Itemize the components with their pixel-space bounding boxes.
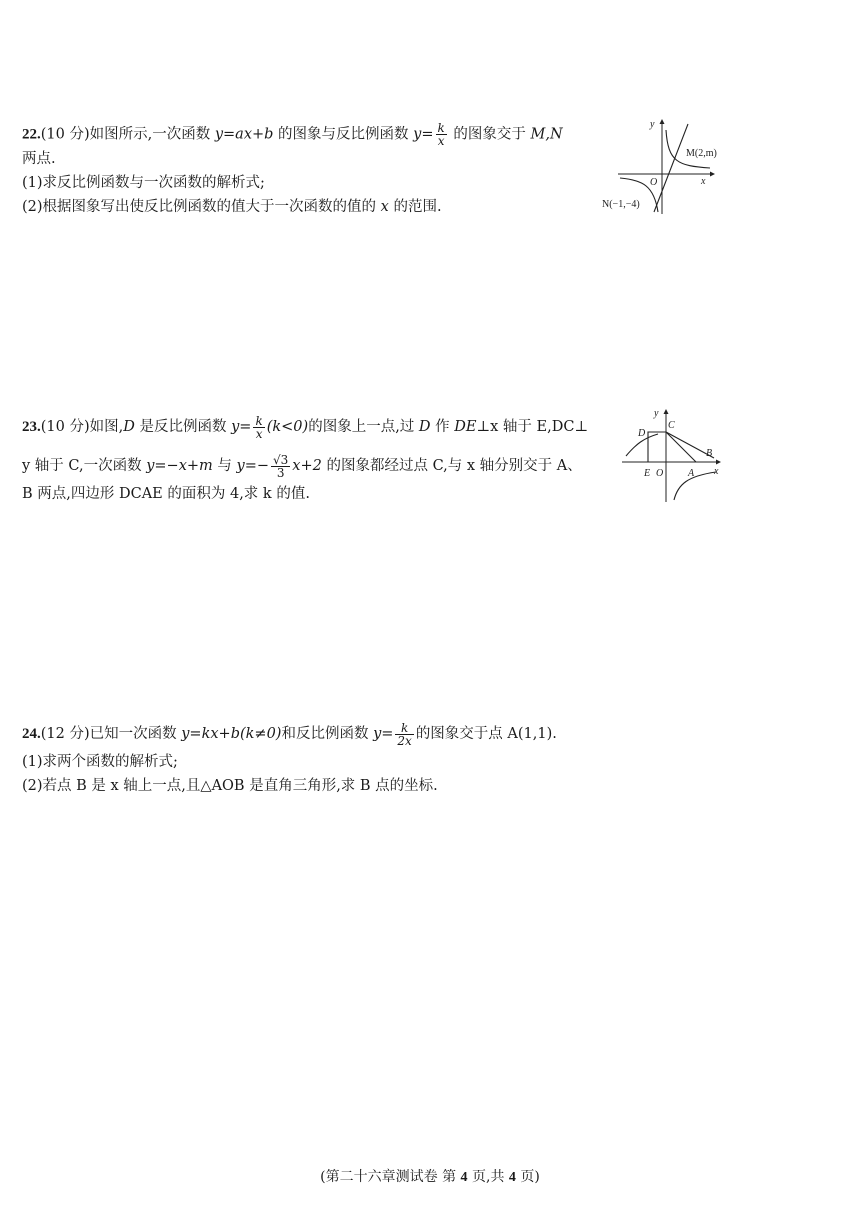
frac-denominator: 2x [397, 733, 412, 748]
q23-text: 与 [212, 458, 237, 474]
label-x: x [701, 176, 706, 187]
frac-numerator: √3 [273, 452, 289, 467]
q22-frac-lhs: y= [413, 126, 434, 143]
q24-text: (12 分)已知一次函数 [40, 726, 182, 742]
q23-text: 是反比例函数 [134, 419, 232, 435]
label-d: D [638, 428, 646, 439]
q22-part2 [22, 195, 622, 219]
q23-linear-expr-1: y=−x+m [146, 458, 213, 474]
footer-text: 页,共 [467, 1169, 509, 1185]
hyperbola-branch-2 [674, 472, 716, 500]
q23-line2 [22, 446, 632, 486]
q22-text: 的图象交于 [448, 126, 531, 143]
y-axis-arrow [660, 119, 665, 124]
q23-point-d: D [418, 419, 431, 435]
footer-page-number: 4 [460, 1170, 468, 1185]
q23-line3: B 两点,四边形 DCAE 的面积为 4,求 k 的值. [22, 486, 310, 502]
footer-text: (第二十六章测试卷 第 [320, 1169, 461, 1185]
q24-text: 的图象交于点 A(1,1). [415, 726, 557, 742]
label-x: x [714, 466, 719, 477]
label-o: O [656, 468, 664, 479]
q22-line1 [22, 122, 622, 147]
q23-fraction [253, 415, 264, 440]
line-ca [666, 432, 696, 462]
x-axis-arrow [710, 172, 715, 177]
label-origin: O [650, 177, 658, 188]
q22-part2-text: 的范围. [388, 199, 442, 215]
label-c: C [668, 420, 675, 431]
q22-text: 的图象与反比例函数 [273, 126, 414, 143]
q23-line1 [22, 410, 632, 444]
frac-numerator: k [437, 121, 445, 135]
q23-text: 的图象都经过点 C,与 x 轴分别交于 A、 [321, 458, 582, 474]
q22-points: M,N [530, 126, 563, 143]
q22-figure [598, 114, 728, 218]
frac-numerator: k [255, 413, 263, 428]
y-axis-arrow [664, 409, 669, 414]
label-point-m: M(2,m) [686, 148, 717, 159]
q24-part1: (1)求两个函数的解析式; [22, 754, 178, 770]
q23-figure [618, 404, 730, 506]
label-point-n: N(−1,−4) [602, 199, 640, 210]
q24-number: 24. [22, 726, 41, 742]
label-b: B [706, 448, 713, 459]
q23-sqrt-fraction [271, 454, 290, 479]
q22-line2: 两点. [22, 151, 56, 167]
q23-text: y 轴于 C,一次函数 [22, 458, 147, 474]
q22-part2-var: x [380, 199, 389, 215]
q23-number: 23. [22, 419, 41, 435]
q24-linear-expr: y=kx+b(k≠0) [181, 726, 282, 742]
q22-part1: (1)求反比例函数与一次函数的解析式; [22, 175, 265, 191]
frac-numerator: k [395, 722, 413, 735]
q24-text: 和反比例函数 [281, 726, 374, 742]
x-axis-arrow [716, 460, 721, 465]
frac-denominator: x [437, 134, 445, 148]
q24-line1 [22, 718, 722, 750]
q24-frac-lhs: y= [373, 726, 394, 742]
question-23 [22, 410, 632, 506]
label-y: y [654, 408, 659, 419]
q22-part2-text: (2)根据图象写出使反比例函数的值大于一次函数的值的 [22, 199, 381, 215]
q23-condition: (k<0) [266, 419, 309, 435]
q23-linear-expr-2-pre: y=− [236, 458, 270, 474]
linear-function-line [654, 124, 688, 212]
label-e: E [644, 468, 651, 479]
q22-linear-expr: y=ax+b [214, 126, 274, 143]
q23-text: ⊥x 轴于 E,DC⊥ [476, 419, 589, 435]
q22-fraction [436, 122, 447, 147]
q22-text: (10 分)如图所示,一次函数 [40, 126, 215, 143]
q22-number: 22. [22, 126, 41, 143]
page-footer [0, 1166, 860, 1186]
q24-part2: (2)若点 B 是 x 轴上一点,且△AOB 是直角三角形,求 B 点的坐标. [22, 778, 438, 794]
frac-denominator: 3 [276, 465, 285, 480]
q23-segment-de: DE [454, 419, 477, 435]
q23-linear-expr-2-post: x+2 [292, 458, 322, 474]
q23-text: 的图象上一点,过 [308, 419, 419, 435]
label-y: y [650, 119, 655, 130]
label-a: A [688, 468, 695, 479]
frac-denominator: x [255, 426, 263, 441]
q24-fraction [395, 722, 413, 747]
q23-point-d: D [123, 419, 135, 435]
footer-text: 页) [515, 1169, 540, 1185]
q23-text: 作 [430, 419, 455, 435]
footer-total-pages: 4 [508, 1170, 516, 1185]
q23-frac-lhs: y= [231, 419, 252, 435]
q23-text: (10 分)如图, [40, 419, 124, 435]
question-24 [22, 718, 722, 798]
question-22 [22, 122, 622, 219]
